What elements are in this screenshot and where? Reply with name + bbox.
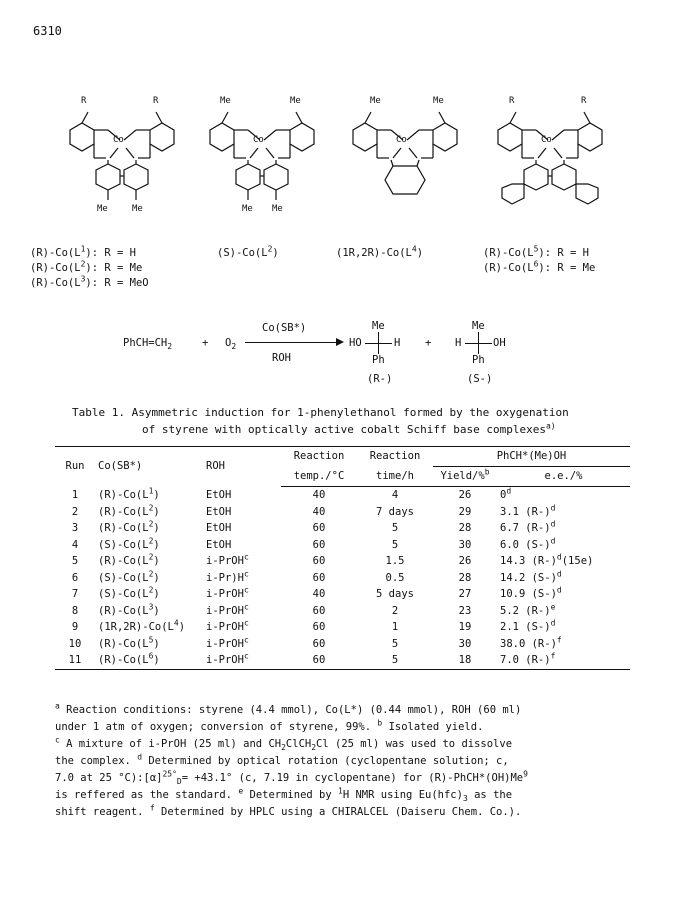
product-s-methyl: Me bbox=[472, 320, 485, 332]
cell-run: 4 bbox=[71, 538, 79, 551]
cell-temp: 60 bbox=[312, 522, 326, 534]
cell-temp: 60 bbox=[312, 555, 326, 567]
table-row bbox=[55, 487, 630, 504]
page-number: 6310 bbox=[33, 24, 62, 38]
cell-yield: 28 bbox=[458, 571, 472, 584]
cell-time: 5 bbox=[391, 538, 399, 551]
cell-time: 4 bbox=[391, 489, 399, 501]
compound-label: $(R)-Co(L^5)$: R = H bbox=[483, 244, 589, 259]
compound-label: $(R)-Co(L^2)$: R = Me bbox=[30, 259, 143, 274]
r-label-right: R bbox=[153, 96, 159, 106]
product-r-right: H bbox=[394, 337, 401, 349]
salen-cyclohexane-structure bbox=[335, 100, 475, 230]
cell-run: 1 bbox=[71, 488, 79, 501]
me-label-top-left: Me bbox=[220, 96, 231, 106]
cell-yield: 28 bbox=[458, 522, 472, 534]
table-row bbox=[55, 570, 630, 587]
me-label-bottom-right: Me bbox=[272, 204, 283, 214]
reagent-catalyst: Co(SB*) bbox=[262, 322, 307, 334]
cell-ee: 5.2 $(R-)^e$ bbox=[500, 602, 556, 617]
footnote-c: $^c$ A mixture of i-PrOH (25 ml) and $CH_2ClCH_2Cl$ (25 ml) was used to dissolve bbox=[55, 735, 513, 753]
header-temp-bottom: temp./°C bbox=[281, 467, 357, 487]
salen-binaphthyl-structure-2 bbox=[480, 100, 620, 230]
cell-ee: 10.9 $(S-)^d$ bbox=[500, 585, 562, 600]
cell-roh: i-PrOH$^c$ bbox=[206, 602, 249, 617]
cell-time: 2 bbox=[391, 604, 399, 617]
compound-label: $(S)-Co(L^2)$ bbox=[217, 244, 279, 259]
table-row bbox=[55, 636, 630, 653]
cell-run: 10 bbox=[68, 637, 82, 650]
product-r-left: HO bbox=[349, 337, 362, 349]
cell-run: 7 bbox=[71, 588, 79, 600]
product-s-phenyl: Ph bbox=[472, 354, 485, 366]
results-table bbox=[55, 446, 630, 670]
cell-co: $(R)-Co(L^2)$ bbox=[98, 519, 160, 534]
cell-roh: i-PrOH$^c$ bbox=[203, 652, 281, 669]
plus-sign-2: + bbox=[425, 337, 432, 349]
cell-yield: 26 bbox=[458, 555, 472, 567]
cell-roh: EtOH bbox=[206, 522, 232, 534]
compound-label-group-3 bbox=[336, 246, 423, 261]
cell-ee: 6.7 $(R-)^d$ bbox=[500, 519, 556, 534]
compound-label-group-1 bbox=[30, 246, 149, 291]
structure-4 bbox=[480, 96, 620, 230]
table-row bbox=[55, 553, 630, 570]
me-label-top-right: Me bbox=[290, 96, 301, 106]
footnote-a: $^a$ Reaction conditions: styrene (4.4 mmol), Co(L*) (0.44 mmol), ROH (60 ml) bbox=[55, 701, 522, 716]
header-ee: e.e./% bbox=[497, 467, 630, 487]
footnote-d-cont: 7.0 at 25 $^\circ C):[\alpha]^{25^\circ}_D= +43.1^\circ$ (c, 7.19 in cyclopentane) for (R)-PhCH*(OH)Me$^9$ bbox=[55, 769, 528, 787]
cell-yield: 18 bbox=[433, 652, 497, 669]
fischer-bond-vertical-2 bbox=[478, 332, 479, 354]
reactant-styrene: $PhCH=CH_2$ bbox=[123, 337, 173, 352]
cell-yield: 23 bbox=[458, 604, 472, 617]
cell-run: 8 bbox=[71, 604, 79, 617]
cell-temp: 40 bbox=[312, 588, 326, 600]
header-yield: Yield/%$^b$ bbox=[433, 467, 497, 487]
table-caption bbox=[72, 404, 652, 438]
table-row bbox=[55, 652, 630, 669]
salen-binaphthyl-structure bbox=[52, 100, 192, 230]
structure-2 bbox=[192, 96, 332, 230]
compound-label: $(R)-Co(L^6)$: R = Me bbox=[483, 259, 596, 274]
cell-co: $(R)-Co(L^5)$ bbox=[98, 635, 160, 650]
product-s-right: OH bbox=[493, 337, 506, 349]
me-label-top-left: Me bbox=[370, 96, 381, 106]
cell-co: $(S)-Co(L^2)$ bbox=[98, 569, 160, 584]
footnote-e: is reffered as the standard. $^e$ Determined by $^1$H NMR using $Eu(hfc)_3$ as the bbox=[55, 786, 513, 804]
metal-label: Co bbox=[113, 135, 124, 145]
cell-temp: 40 bbox=[312, 489, 326, 501]
cell-ee: 3.1 $(R-)^d$ bbox=[500, 503, 556, 518]
cell-co: $(R)-Co(L^3)$ bbox=[98, 602, 160, 617]
cell-roh: i-PrOH$^c$ bbox=[206, 552, 249, 567]
cell-co: $(R)-Co(L^6)$ bbox=[95, 652, 203, 669]
cell-temp: 60 bbox=[312, 538, 326, 551]
compound-label-group-4 bbox=[483, 246, 595, 276]
me-label-right: Me bbox=[132, 204, 143, 214]
header-product: PhCH*(Me)OH bbox=[433, 447, 630, 467]
cell-ee: 2.1 $(S-)^d$ bbox=[500, 618, 556, 633]
reactant-oxygen: $O_2$ bbox=[225, 337, 237, 352]
header-time-bottom: time/h bbox=[357, 467, 433, 487]
cell-temp: 60 bbox=[312, 571, 326, 584]
caption-line-2: of styrene with optically active cobalt Schiff base complexes$^{a)}$ bbox=[142, 421, 556, 436]
cell-time: 7 days bbox=[376, 505, 414, 518]
cell-run: 5 bbox=[71, 555, 79, 567]
header-co: Co(SB*) bbox=[95, 447, 203, 487]
cell-roh: EtOH bbox=[206, 505, 232, 518]
cell-roh: $i-Pr)H^c$ bbox=[206, 569, 249, 584]
cell-run: 2 bbox=[71, 505, 79, 518]
cell-roh: EtOH bbox=[206, 488, 232, 501]
cell-ee: 0$^d$ bbox=[500, 486, 512, 501]
cell-time: 0.5 bbox=[385, 571, 405, 584]
r-label-left: R bbox=[509, 96, 515, 106]
cell-yield: 19 bbox=[458, 621, 472, 633]
cell-temp: 60 bbox=[312, 637, 326, 650]
cell-ee: 7.0 $(R-)^f$ bbox=[497, 652, 630, 669]
reaction-arrow-shaft bbox=[245, 342, 340, 343]
cell-ee: 38.0 $(R-)^f$ bbox=[500, 635, 562, 650]
cell-temp: 60 bbox=[312, 604, 326, 617]
cell-yield: 26 bbox=[458, 489, 472, 501]
cell-co: $(R)-Co(L^2)$ bbox=[98, 552, 160, 567]
table-row bbox=[55, 603, 630, 620]
footnote-f: shift reagent. $^f$ Determined by HPLC using a CHIRALCEL (Daiseru Chem. Co.). bbox=[55, 803, 522, 818]
fischer-bond-vertical bbox=[378, 332, 379, 354]
header-temp-top: Reaction bbox=[281, 447, 357, 467]
cell-temp: 60 bbox=[312, 621, 326, 633]
table-row bbox=[55, 520, 630, 537]
salen-biaryl-structure bbox=[192, 100, 332, 230]
metal-label: Co bbox=[253, 135, 264, 145]
cell-time: 5 bbox=[391, 637, 399, 650]
cell-co: $(R)-Co(L^1)$ bbox=[98, 486, 160, 501]
r-label-right: R bbox=[581, 96, 587, 106]
r-label-left: R bbox=[81, 96, 87, 106]
cell-roh: EtOH bbox=[206, 538, 232, 551]
cell-temp: 40 bbox=[312, 505, 326, 518]
reaction-arrow-head bbox=[336, 338, 344, 346]
metal-label: Co bbox=[396, 135, 407, 145]
compound-label-group-2 bbox=[217, 246, 279, 261]
cell-time: 1 bbox=[391, 621, 399, 633]
table-row bbox=[55, 619, 630, 636]
product-r-label: (R-) bbox=[367, 373, 393, 385]
table-row bbox=[55, 586, 630, 603]
metal-label: Co bbox=[541, 135, 552, 145]
product-s-left: H bbox=[455, 337, 462, 349]
cell-co: $(R)-Co(L^2)$ bbox=[98, 503, 160, 518]
cell-run: 9 bbox=[71, 621, 79, 633]
table-row bbox=[55, 537, 630, 554]
cell-time: 1.5 bbox=[385, 555, 405, 567]
cell-ee: 6.0 $(S-)^d$ bbox=[500, 536, 556, 551]
header-time-top: Reaction bbox=[357, 447, 433, 467]
cell-run: 3 bbox=[71, 522, 79, 534]
cell-roh: i-PrOH$^c$ bbox=[206, 635, 249, 650]
cell-yield: 29 bbox=[458, 505, 472, 518]
cell-co: $(S)-Co(L^2)$ bbox=[98, 585, 160, 600]
compound-label: $(1R,2R)-Co(L^4)$ bbox=[336, 244, 424, 259]
table-footnotes bbox=[55, 702, 655, 821]
header-roh: ROH bbox=[203, 447, 281, 487]
product-r-methyl: Me bbox=[372, 320, 385, 332]
table-body bbox=[55, 487, 630, 670]
cell-ee: 14.2 $(S-)^d$ bbox=[500, 569, 562, 584]
header-run: Run bbox=[55, 447, 95, 487]
cell-yield: 27 bbox=[458, 588, 472, 600]
table-header-row bbox=[55, 447, 630, 467]
reagent-solvent: ROH bbox=[272, 352, 291, 364]
cell-run: 11 bbox=[55, 652, 95, 669]
structure-1 bbox=[52, 96, 192, 230]
caption-line-1: Table 1. Asymmetric induction for 1-phenylethanol formed by the oxygenation bbox=[72, 406, 569, 419]
cell-time: 5 bbox=[357, 652, 433, 669]
cell-temp: 60 bbox=[281, 652, 357, 669]
cell-roh: i-PrOH$^c$ bbox=[206, 585, 249, 600]
cell-time: 5 days bbox=[376, 588, 414, 600]
structure-3 bbox=[335, 96, 475, 230]
me-label-top-right: Me bbox=[433, 96, 444, 106]
me-label-bottom-left: Me bbox=[242, 204, 253, 214]
me-label-left: Me bbox=[97, 204, 108, 214]
compound-label: $(R)-Co(L^3)$: R = MeO bbox=[30, 274, 149, 289]
cell-ee: 14.3 $(R-)^d(15e)$ bbox=[500, 552, 594, 567]
plus-sign: + bbox=[202, 337, 209, 349]
footnote-c-cont: the complex. $^d$ Determined by optical rotation (cyclopentane solution; c, bbox=[55, 752, 509, 767]
footnote-a-cont: under 1 atm of oxygen; conversion of styrene, 99%. $^b$ Isolated yield. bbox=[55, 718, 484, 733]
cell-yield: 30 bbox=[458, 637, 472, 650]
table-row bbox=[55, 504, 630, 521]
cell-run: 6 bbox=[71, 571, 79, 584]
product-s-label: (S-) bbox=[467, 373, 493, 385]
cell-co: $(S)-Co(L^2)$ bbox=[98, 536, 160, 551]
cell-co: $(1R,2R)-Co(L^4)$ bbox=[98, 618, 186, 633]
cell-yield: 30 bbox=[458, 538, 472, 551]
compound-label: $(R)-Co(L^1)$: R = H bbox=[30, 244, 136, 259]
cell-time: 5 bbox=[391, 522, 399, 534]
cell-roh: i-PrOH$^c$ bbox=[206, 618, 249, 633]
product-r-phenyl: Ph bbox=[372, 354, 385, 366]
